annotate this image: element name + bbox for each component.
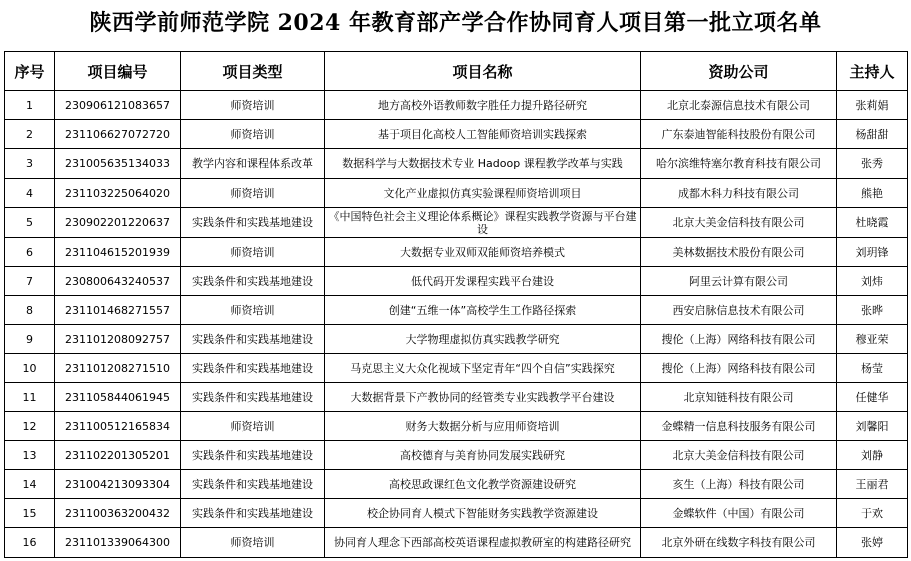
table-body (5, 91, 908, 558)
page-title: 陕西学前师范学院 2024 年教育部产学合作协同育人项目第一批立项名单 (89, 10, 822, 36)
table-row (5, 267, 908, 296)
cell-project-type: 师资培训 (181, 179, 325, 208)
cell-company: 亥生（上海）科技有限公司 (641, 470, 837, 499)
cell-project-id: 230800643240537 (55, 267, 181, 296)
cell-project-name: 大学物理虚拟仿真实践教学研究 (325, 325, 641, 354)
table-row (5, 499, 908, 528)
cell-project-name: 校企协同育人模式下智能财务实践教学资源建设 (325, 499, 641, 528)
cell-project-id: 231100363200432 (55, 499, 181, 528)
cell-no: 6 (5, 238, 55, 267)
cell-company: 广东泰迪智能科技股份有限公司 (641, 120, 837, 149)
column-header-project-type: 项目类型 (181, 52, 325, 91)
cell-company: 成都木科力科技有限公司 (641, 179, 837, 208)
table-row (5, 91, 908, 120)
cell-project-id: 231106627072720 (55, 120, 181, 149)
cell-company: 北京大美金信科技有限公司 (641, 208, 837, 238)
cell-project-name: 高校德育与美育协同发展实践研究 (325, 441, 641, 470)
cell-no: 5 (5, 208, 55, 238)
cell-company: 金蝶软件（中国）有限公司 (641, 499, 837, 528)
cell-no: 7 (5, 267, 55, 296)
cell-no: 14 (5, 470, 55, 499)
cell-project-type: 实践条件和实践基地建设 (181, 383, 325, 412)
cell-project-name: 创建“五维一体”高校学生工作路径探索 (325, 296, 641, 325)
cell-host: 张莉娟 (837, 91, 908, 120)
cell-host: 张婷 (837, 528, 908, 558)
cell-host: 张晔 (837, 296, 908, 325)
cell-no: 11 (5, 383, 55, 412)
cell-host: 杨莹 (837, 354, 908, 383)
table-row (5, 179, 908, 208)
cell-company: 北京外研在线数字科技有限公司 (641, 528, 837, 558)
column-header-project-id: 项目编号 (55, 52, 181, 91)
table-row (5, 528, 908, 558)
cell-project-type: 师资培训 (181, 528, 325, 558)
cell-project-type: 实践条件和实践基地建设 (181, 441, 325, 470)
cell-no: 3 (5, 149, 55, 179)
cell-host: 熊艳 (837, 179, 908, 208)
cell-project-id: 231101208092757 (55, 325, 181, 354)
cell-project-id: 231102201305201 (55, 441, 181, 470)
cell-project-id: 230906121083657 (55, 91, 181, 120)
table-row (5, 296, 908, 325)
cell-project-name: 大数据背景下产教协同的经管类专业实践教学平台建设 (325, 383, 641, 412)
cell-project-type: 实践条件和实践基地建设 (181, 470, 325, 499)
cell-project-id: 231101208271510 (55, 354, 181, 383)
column-header-company: 资助公司 (641, 52, 837, 91)
cell-project-type: 师资培训 (181, 91, 325, 120)
table-row (5, 120, 908, 149)
cell-host: 任健华 (837, 383, 908, 412)
cell-project-name: 地方高校外语教师数字胜任力提升路径研究 (325, 91, 641, 120)
cell-project-name: 文化产业虚拟仿真实验课程师资培训项目 (325, 179, 641, 208)
cell-project-id: 231104615201939 (55, 238, 181, 267)
cell-no: 1 (5, 91, 55, 120)
cell-company: 北京大美金信科技有限公司 (641, 441, 837, 470)
cell-company: 北京北泰源信息技术有限公司 (641, 91, 837, 120)
cell-project-type: 实践条件和实践基地建设 (181, 325, 325, 354)
cell-host: 于欢 (837, 499, 908, 528)
table-row (5, 383, 908, 412)
cell-company: 搜伦（上海）网络科技有限公司 (641, 354, 837, 383)
cell-project-name: 低代码开发课程实践平台建设 (325, 267, 641, 296)
cell-host: 刘静 (837, 441, 908, 470)
cell-host: 刘馨阳 (837, 412, 908, 441)
cell-no: 16 (5, 528, 55, 558)
cell-project-name: 马克思主义大众化视域下坚定青年“四个自信”实践探究 (325, 354, 641, 383)
cell-no: 4 (5, 179, 55, 208)
cell-project-type: 实践条件和实践基地建设 (181, 354, 325, 383)
cell-company: 金蝶精一信息科技服务有限公司 (641, 412, 837, 441)
project-list-table (4, 51, 908, 558)
table-header-row (5, 52, 908, 91)
column-header-host: 主持人 (837, 52, 908, 91)
cell-project-type: 教学内容和课程体系改革 (181, 149, 325, 179)
table-row (5, 325, 908, 354)
cell-project-name: 协同育人理念下西部高校英语课程虚拟教研室的构建路径研究 (325, 528, 641, 558)
cell-host: 张秀 (837, 149, 908, 179)
cell-project-name: 《中国特色社会主义理论体系概论》课程实践教学资源与平台建设 (325, 208, 641, 238)
cell-project-id: 231100512165834 (55, 412, 181, 441)
cell-project-name: 基于项目化高校人工智能师资培训实践探索 (325, 120, 641, 149)
cell-company: 西安启脉信息技术有限公司 (641, 296, 837, 325)
cell-company: 美林数据技术股份有限公司 (641, 238, 837, 267)
cell-project-type: 师资培训 (181, 296, 325, 325)
cell-project-name: 大数据专业双师双能师资培养模式 (325, 238, 641, 267)
table-row (5, 149, 908, 179)
column-header-no: 序号 (5, 52, 55, 91)
cell-host: 杨甜甜 (837, 120, 908, 149)
cell-project-id: 231005635134033 (55, 149, 181, 179)
table-row (5, 470, 908, 499)
cell-project-type: 实践条件和实践基地建设 (181, 208, 325, 238)
cell-project-type: 实践条件和实践基地建设 (181, 267, 325, 296)
table-row (5, 441, 908, 470)
cell-project-name: 财务大数据分析与应用师资培训 (325, 412, 641, 441)
cell-no: 15 (5, 499, 55, 528)
table-row (5, 208, 908, 238)
cell-no: 10 (5, 354, 55, 383)
table-row (5, 238, 908, 267)
cell-project-type: 师资培训 (181, 412, 325, 441)
cell-no: 13 (5, 441, 55, 470)
cell-no: 8 (5, 296, 55, 325)
cell-no: 2 (5, 120, 55, 149)
cell-project-id: 231103225064020 (55, 179, 181, 208)
cell-project-id: 231101339064300 (55, 528, 181, 558)
table-row (5, 412, 908, 441)
table-row (5, 354, 908, 383)
cell-company: 北京知链科技有限公司 (641, 383, 837, 412)
cell-no: 9 (5, 325, 55, 354)
cell-project-id: 231105844061945 (55, 383, 181, 412)
column-header-project-name: 项目名称 (325, 52, 641, 91)
cell-company: 搜伦（上海）网络科技有限公司 (641, 325, 837, 354)
cell-project-name: 数据科学与大数据技术专业 Hadoop 课程教学改革与实践 (325, 149, 641, 179)
cell-host: 杜晓霞 (837, 208, 908, 238)
cell-host: 刘炜 (837, 267, 908, 296)
cell-project-type: 实践条件和实践基地建设 (181, 499, 325, 528)
cell-company: 哈尔滨维特塞尔教育科技有限公司 (641, 149, 837, 179)
cell-host: 王丽君 (837, 470, 908, 499)
cell-project-id: 231101468271557 (55, 296, 181, 325)
cell-no: 12 (5, 412, 55, 441)
cell-host: 穆亚荣 (837, 325, 908, 354)
cell-project-type: 师资培训 (181, 120, 325, 149)
cell-host: 刘玥锋 (837, 238, 908, 267)
cell-project-id: 231004213093304 (55, 470, 181, 499)
cell-project-type: 师资培训 (181, 238, 325, 267)
cell-project-name: 高校思政课红色文化教学资源建设研究 (325, 470, 641, 499)
cell-project-id: 230902201220637 (55, 208, 181, 238)
cell-company: 阿里云计算有限公司 (641, 267, 837, 296)
